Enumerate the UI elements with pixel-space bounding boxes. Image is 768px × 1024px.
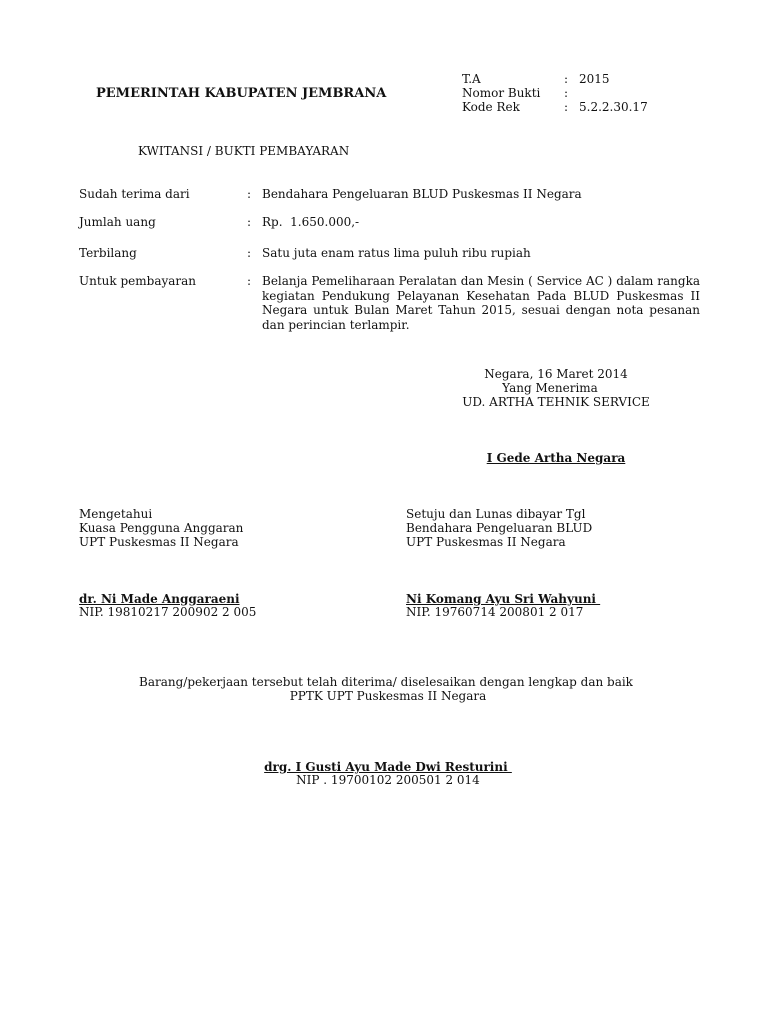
recipient-name: I Gede Artha Negara [486,451,626,465]
meta-value: 5.2.2.30.17 [579,100,648,114]
left-sign-line2: Kuasa Pengguna Anggaran [79,521,244,535]
meta-value: 2015 [579,72,610,86]
field-colon: : [247,187,252,201]
institution-title: PEMERINTAH KABUPATEN JEMBRANA [96,86,387,101]
left-sign-line1: Mengetahui [79,507,153,521]
field-in-words [0,246,768,260]
meta-colon: : [564,86,569,100]
meta-colon: : [564,100,569,114]
right-sign-line2: Bendahara Pengeluaran BLUD [406,521,593,535]
field-colon: : [247,274,252,288]
pptk-statement: Barang/pekerjaan tersebut telah diterima/ diselesaikan dengan lengkap dan baik [139,675,633,689]
meta-row-ta [462,72,692,86]
right-sign-nip: NIP. 19760714 200801 2 017 [406,605,584,619]
field-colon: : [247,246,252,260]
meta-row-kode-rek [462,100,692,114]
left-sign-nip: NIP. 19810217 200902 2 005 [79,605,257,619]
meta-row-nomor-bukti [462,86,692,100]
recipient-place-date: Negara, 16 Maret 2014 [484,367,628,381]
recipient-role: Yang Menerima [502,381,598,395]
left-sign-line3: UPT Puskesmas II Negara [79,535,239,549]
field-value: Bendahara Pengeluaran BLUD Puskesmas II Negara [262,187,582,201]
field-label: Sudah terima dari [79,187,190,201]
left-sign-name: dr. Ni Made Anggaraeni [79,592,240,606]
right-sign-line1: Setuju dan Lunas dibayar Tgl [406,507,586,521]
field-purpose-label-row [0,274,262,288]
pptk-nip: NIP . 19700102 200501 2 014 [296,773,480,787]
document-title: KWITANSI / BUKTI PEMBAYARAN [138,144,350,158]
field-received-from [0,187,768,201]
field-label: Untuk pembayaran [79,274,197,288]
field-value: Rp. 1.650.000,- [262,215,360,229]
field-amount [0,215,768,229]
field-label: Jumlah uang [79,215,156,229]
meta-label: Kode Rek [462,100,520,114]
pptk-role: PPTK UPT Puskesmas II Negara [289,689,487,703]
right-sign-name: Ni Komang Ayu Sri Wahyuni [406,592,601,606]
pptk-name: drg. I Gusti Ayu Made Dwi Resturini [264,760,512,774]
field-purpose-value: Belanja Pemeliharaan Peralatan dan Mesin ( Service AC ) dalam rangka kegiatan Pendukung Pelayanan Kesehatan Pada BLUD Puskesmas II Negara untuk Bulan Maret Tahun 2015, sesuai dengan nota pesanan dan perincian terlampir. [262,274,700,332]
meta-colon: : [564,72,569,86]
field-colon: : [247,215,252,229]
recipient-company: UD. ARTHA TEHNIK SERVICE [462,395,650,409]
meta-label: Nomor Bukti [462,86,541,100]
field-label: Terbilang [79,246,137,260]
right-sign-line3: UPT Puskesmas II Negara [406,535,566,549]
meta-label: T.A [462,72,481,86]
field-value: Satu juta enam ratus lima puluh ribu rupiah [262,246,531,260]
